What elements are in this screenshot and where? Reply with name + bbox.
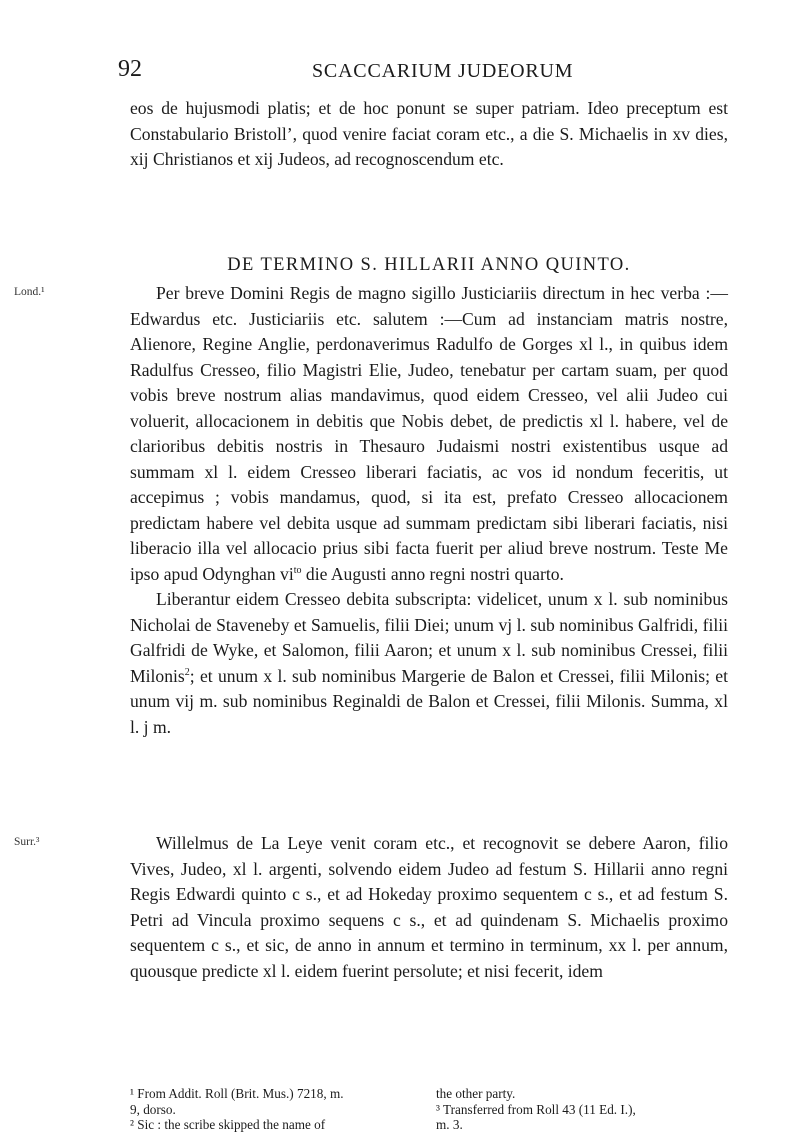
footnote-line: ² Sic : the scribe skipped the name of [130, 1117, 326, 1132]
footnotes-right-column [436, 1086, 728, 1133]
entry-surr [130, 831, 728, 984]
paragraph-continued [130, 96, 728, 173]
page-number: 92 [118, 56, 142, 82]
footnote-ref-2: 2 [184, 666, 190, 678]
footnote-line: ³ Transferred from Roll 43 (11 Ed. I.), [436, 1101, 636, 1117]
running-title: SCACCARIUM JUDEORUM [312, 60, 574, 82]
writ-paragraph [130, 281, 728, 587]
margin-note-lond: Lond.¹ [14, 286, 45, 298]
footnotes-left-column [130, 1086, 422, 1133]
section-heading: DE TERMINO S. HILLARII ANNO QUINTO. [227, 255, 631, 275]
paragraph-1-text: eos de hujusmodi platis; et de hoc ponunt se super patriam. Ideo preceptum est Constabulario Bristoll’, quod venire faciat coram etc., a die S. Michaelis in xv dies, xij Christianos et xij Judeos, ad recognoscendum etc. [130, 98, 728, 169]
footnote-line: 9, dorso. [130, 1101, 176, 1117]
footnote-line: m. 3. [436, 1117, 463, 1132]
footnote-line: the other party. [436, 1086, 516, 1101]
footnote-line: ¹ From Addit. Roll (Brit. Mus.) 7218, m. [130, 1086, 344, 1101]
debts-paragraph [130, 587, 728, 740]
running-head [0, 56, 800, 86]
writ-superscript: to [293, 564, 302, 576]
writ-text: Per breve Domini Regis de magno sigillo Justiciariis directum in hec verba :—Edwardus etc. Justiciariis etc. salutem :—Cum ad instanciam matris nostre, Alienore, Regine Anglie, perdonaverimus Radulfo de Gorges xl l., in quibus idem Radulfus Cresseo, filio Magistri Elie, Judeo, tenebatur per cartam suam, per quod vobis breve nostrum alias mandavimus, quod eidem Cresseo, vel alii Judeo cui voluerit, allocacionem in debitis que Nobis debet, de predictis xl l. habere, vel de clarioribus debitis nostris in Thesauro Judaismi nostri existentibus usque ad summam xl l. eidem Cresseo liberari faciatis, ac vos id nondum feceritis, ut accepimus ; vobis mandamus, quod, si ita est, prefato Cresseo allocacionem predictam habere vel debita usque ad summam predictam sibi liberari faciatis, nisi liberacio illa vel allocacio prius sibi facta fuerit per aliud breve nostrum. Teste Me ipso apud Odynghan vi [130, 283, 728, 584]
margin-note-surr: Surr.³ [14, 836, 40, 848]
debts-text-before: Liberantur eidem Cresseo debita subscripta: videlicet, unum x l. sub nominibus Nicholai de Staveneby et Samuelis, filii Diei; unum vj l. sub nominibus Galfridi, filii Galfridi de Wyke, et Salomon, filii Aaron; et unum x l. sub nominibus Cressei, filii Milonis [130, 589, 728, 686]
entry-lond [130, 281, 728, 740]
debts-text-after: ; et unum x l. sub nominibus Margerie de Balon et Cressei, filii Milonis; et unum vij m. sub nominibus Reginaldi de Balon et Cressei, filii Milonis. Summa, xl l. j m. [130, 665, 728, 737]
recognizance-paragraph: Willelmus de La Leye venit coram etc., et recognovit se debere Aaron, filio Vives, Judeo, xl l. argenti, solvendo eidem Judeo ad festum S. Hillarii anno regni Regis Edwardi quinto c s., et ad Hokeday proximo sequentem c s., et ad festum S. Petri ad Vincula proximo sequens c s., et ad quindenam S. Michaelis proximo sequentem c s., et sic, de anno in annum et termino in terminum, xx l. per annum, quousque predicte xl l. eidem fuerint persolute; et nisi fecerit, idem [130, 833, 728, 981]
writ-text-tail: die Augusti anno regni nostri quarto. [301, 563, 564, 584]
